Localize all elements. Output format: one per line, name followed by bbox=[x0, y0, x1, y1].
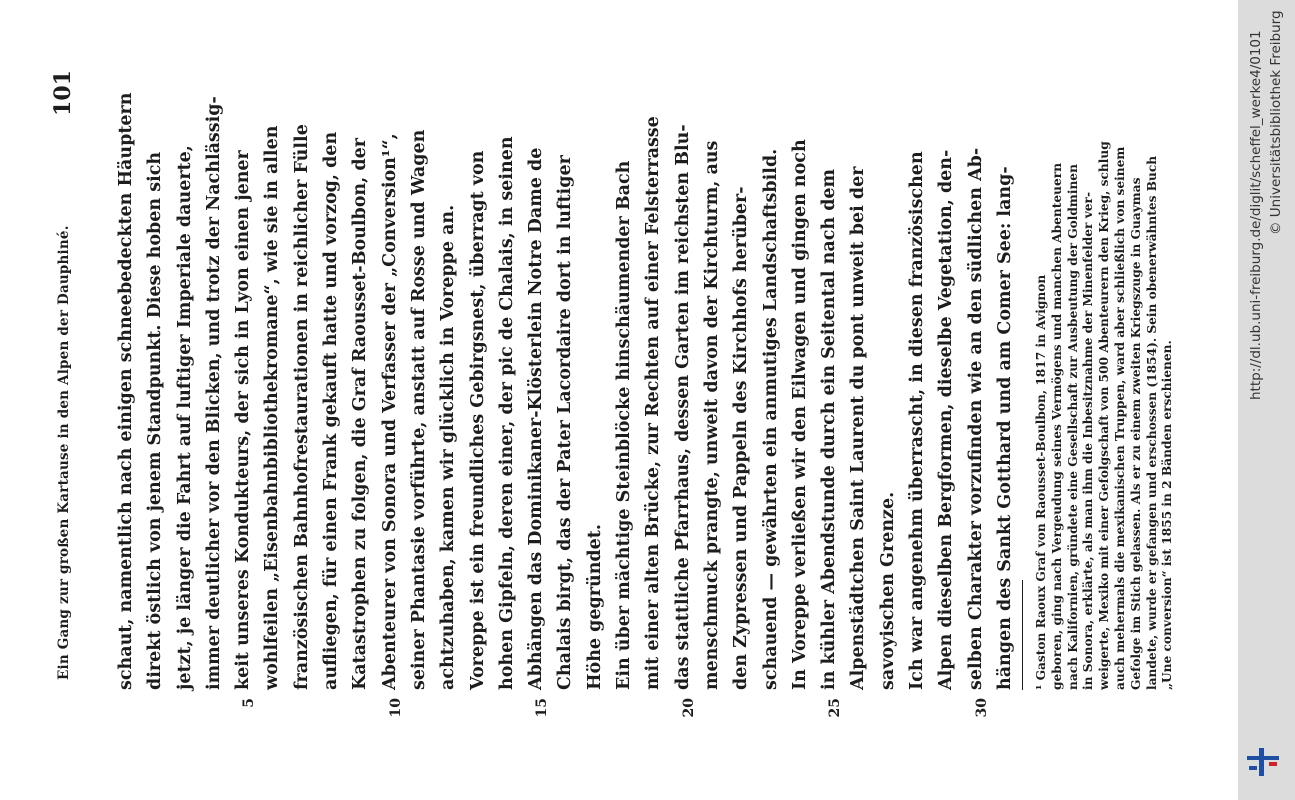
line-text: den Zypressen und Pappeln des Kirchhofs herüber- bbox=[731, 186, 752, 690]
text-line bbox=[581, 10, 610, 690]
footnote-line: geboren, ging nach Vergeudung seines Vermögens und manchen Abenteuern bbox=[1049, 162, 1064, 690]
line-text: Ein über mächtige Steinblöcke hinschäumender Bach bbox=[614, 160, 635, 690]
page-number: 101 bbox=[50, 70, 76, 116]
line-number: 15 bbox=[534, 698, 551, 718]
line-number: 30 bbox=[973, 698, 990, 718]
line-text: das stattliche Pfarrhaus, dessen Garten im reichsten Blu- bbox=[672, 124, 693, 690]
source-url-link[interactable]: http://dl.ub.uni-freiburg.de/diglit/scheffel_werke4/0101 bbox=[1248, 30, 1264, 400]
line-number: 20 bbox=[680, 698, 697, 718]
footnote-line: Gefolge im Stich gelassen. Als er zu einem zweiten Kriegszuge in Guaymas bbox=[1128, 177, 1143, 690]
text-line bbox=[669, 10, 698, 718]
footnote-line: „Une conversion“ ist 1855 in 2 Bänden erschienen. bbox=[1160, 340, 1175, 690]
line-text: aufliegen, für einen Frank gekauft hatte und vorzog, den bbox=[321, 131, 342, 690]
line-text: Abenteurer von Sonora und Verfasser der „Conversion¹“, bbox=[379, 133, 400, 690]
line-number: 5 bbox=[241, 698, 258, 708]
footnote-line: weigerte, Mexiko mit einer Gefolgschaft von 500 Abenteurern den Krieg, schlug bbox=[1097, 141, 1112, 690]
line-text: immer deutlicher vor den Blicken, und trotz der Nachlässig- bbox=[203, 96, 224, 690]
text-line bbox=[786, 10, 815, 690]
text-line bbox=[229, 10, 258, 708]
text-line bbox=[522, 10, 551, 718]
text-line bbox=[962, 10, 991, 718]
text-line bbox=[434, 10, 463, 690]
line-text: hohen Gipfeln, deren einer, der pic de Chalais, in seinen bbox=[496, 136, 517, 690]
line-text: in kühler Abendstunde durch ein Seitental nach dem bbox=[819, 168, 840, 690]
line-text: hängen des Sankt Gotthard und am Comer See: lang- bbox=[994, 166, 1015, 690]
line-text: Abhängen das Dominikaner-Klösterlein Notre Dame de bbox=[526, 147, 547, 690]
line-text: achtzuhaben, kamen wir glücklich in Voreppe an. bbox=[438, 204, 459, 690]
line-text: Alpenstädtchen Saint Laurent du pont unweit bei der bbox=[848, 166, 869, 690]
body-text bbox=[112, 10, 1020, 718]
text-line bbox=[405, 10, 434, 690]
text-line bbox=[141, 10, 170, 690]
sidebar-text bbox=[1238, 0, 1295, 800]
copyright-notice: © Universitätsbibliothek Freiburg bbox=[1268, 10, 1284, 235]
text-line bbox=[903, 10, 932, 690]
text-line bbox=[639, 10, 668, 690]
line-number: 10 bbox=[387, 698, 404, 718]
text-line bbox=[815, 10, 844, 718]
university-library-logo-icon bbox=[1247, 748, 1279, 776]
text-line bbox=[991, 10, 1020, 690]
footnote-line: ¹ Gaston Raoux Graf von Raousset-Boulbon, 1817 in Avignon bbox=[1034, 274, 1048, 690]
line-text: wohlfeilen „Eisenbahnbibliothekromane“, wie sie in allen bbox=[262, 125, 283, 690]
text-line bbox=[112, 10, 141, 690]
text-line bbox=[258, 10, 287, 690]
line-text: mit einer alten Brücke, zur Rechten auf einer Felsterrasse bbox=[643, 116, 664, 690]
line-text: savoyischen Grenze. bbox=[877, 491, 898, 690]
footnote-rule bbox=[1022, 580, 1023, 690]
line-text: keit unseres Kondukteurs, der sich in Lyon einen jener bbox=[233, 150, 254, 690]
text-line bbox=[551, 10, 580, 690]
text-line bbox=[874, 10, 903, 690]
text-line bbox=[493, 10, 522, 690]
text-line bbox=[171, 10, 200, 690]
text-line bbox=[346, 10, 375, 690]
running-head bbox=[50, 70, 80, 680]
footnote-line: in Sonora, erklärte, als man ihm die Inbesitznahme der Minenfelder ver- bbox=[1081, 191, 1096, 690]
text-line bbox=[932, 10, 961, 690]
text-line bbox=[317, 10, 346, 690]
line-text: menschmuck prangte, unweit davon der Kirchturm, aus bbox=[701, 140, 722, 690]
footnote-line: landete, wurde er gefangen und erschossen (1854). Sein obenerwähntes Buch bbox=[1144, 155, 1159, 690]
sidebar bbox=[1238, 0, 1295, 800]
line-text: Alpen dieselben Bergformen, dieselbe Vegetation, den- bbox=[936, 149, 957, 690]
line-text: seiner Phantasie vorführte, anstatt auf Rosse und Wagen bbox=[408, 129, 429, 690]
text-line bbox=[464, 10, 493, 690]
text-line bbox=[727, 10, 756, 690]
line-text: Höhe gegründet. bbox=[584, 524, 605, 690]
line-text: französischen Bahnhofrestaurationen in reichlicher Fülle bbox=[291, 124, 312, 690]
footnote-line: nach Kalifornien, gründete eine Gesellschaft zur Ausbeutung der Goldminen bbox=[1065, 164, 1080, 690]
running-head-title: Ein Gang zur großen Kartause in den Alpen der Dauphiné. bbox=[56, 225, 72, 680]
line-text: schauend — gewährten ein anmutiges Landschaftsbild. bbox=[760, 148, 781, 690]
text-line bbox=[288, 10, 317, 690]
line-text: Voreppe ist ein freundliches Gebirgsnest, überragt von bbox=[467, 150, 488, 690]
text-line bbox=[844, 10, 873, 690]
line-text: direkt östlich von jenem Standpunkt. Diese hoben sich bbox=[145, 151, 166, 690]
line-text: jetzt, je länger die Fahrt auf luftiger Imperiale dauerte, bbox=[174, 145, 195, 690]
footnote bbox=[1034, 10, 1176, 690]
line-text: In Voreppe verließen wir den Eilwagen und gingen noch bbox=[789, 139, 810, 690]
text-line bbox=[200, 10, 229, 690]
text-line bbox=[610, 10, 639, 690]
line-text: Chalais birgt, das der Pater Lacordaire dort in luftiger bbox=[555, 155, 576, 690]
line-text: Ich war angenehm überrascht, in diesen französischen bbox=[907, 151, 928, 690]
line-text: Katastrophen zu folgen, die Graf Raousset-Boulbon, der bbox=[350, 138, 371, 690]
text-line bbox=[698, 10, 727, 690]
line-text: schaut, namentlich nach einigen schneebedeckten Häuptern bbox=[116, 92, 136, 690]
text-line bbox=[376, 10, 405, 718]
line-number: 25 bbox=[827, 698, 844, 718]
line-text: selben Charakter vorzufinden wie an den südlichen Ab- bbox=[965, 147, 986, 690]
text-line bbox=[757, 10, 786, 690]
footnote-line: auch mehermals die mexikanischen Truppen, ward aber schließlich von seinem bbox=[1112, 146, 1127, 690]
